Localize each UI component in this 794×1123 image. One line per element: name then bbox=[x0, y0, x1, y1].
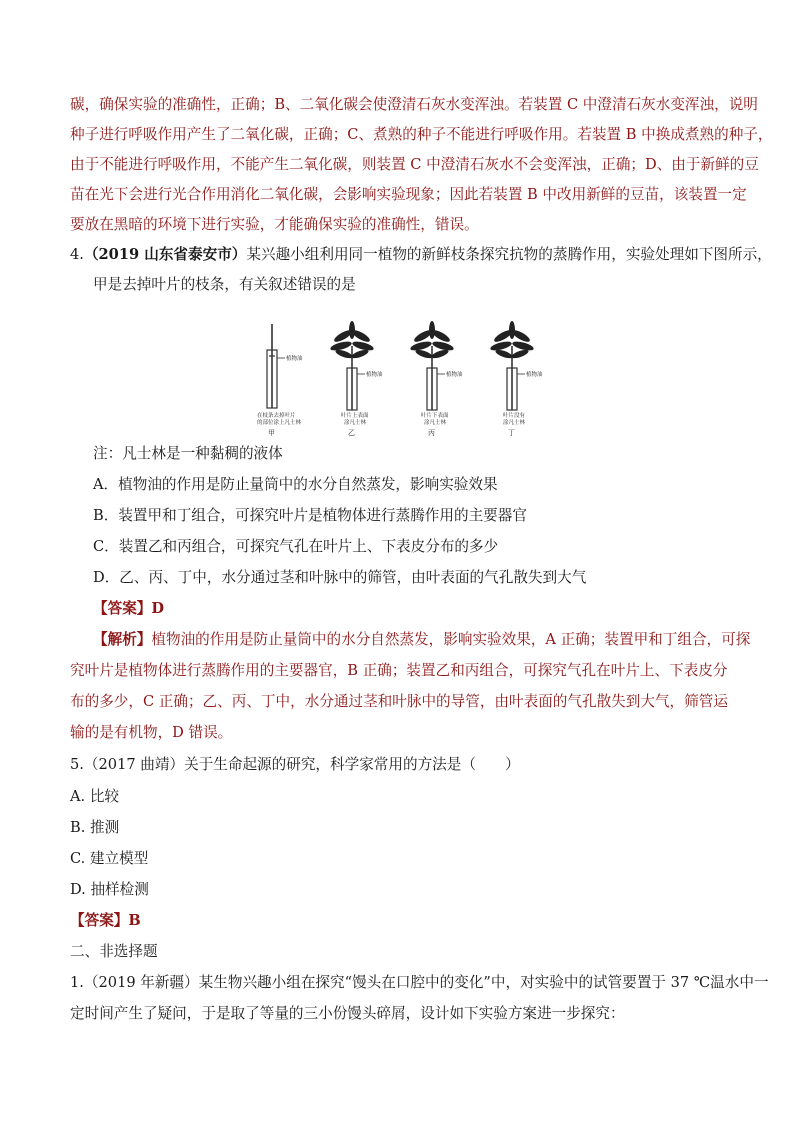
explanation-line: 由于不能进行呼吸作用，不能产生二氧化碳，则装置 C 中澄清石灰水不会变浑浊，正确；D、由于新鲜的豆 bbox=[70, 156, 759, 173]
note-jia: 的部位涂上凡士林 bbox=[257, 420, 302, 426]
explanation-line bbox=[93, 630, 753, 650]
oil-label: 植物油 bbox=[446, 372, 463, 378]
answer-label: 【答案】 bbox=[70, 912, 129, 929]
section-title: 二、非选择题 bbox=[70, 943, 158, 960]
non-choice-q1-cont: 定时间产生了疑问，于是取了等量的三小份馒头碎屑，设计如下实验方案进一步探究： bbox=[70, 1005, 625, 1022]
option-d: D. 抽样检测 bbox=[70, 881, 149, 898]
option-b: B. 推测 bbox=[70, 819, 120, 836]
question-number: 4. bbox=[70, 246, 84, 263]
option-a: A．植物油的作用是防止量筒中的水分自然蒸发，影响实验效果 bbox=[93, 476, 498, 493]
explain-label: 【解析】 bbox=[93, 631, 152, 648]
label-bing: 丙 bbox=[428, 429, 435, 436]
oil-label: 植物油 bbox=[286, 356, 303, 362]
label-yi: 乙 bbox=[348, 429, 355, 436]
note-bing: 叶片下表面 bbox=[421, 413, 449, 419]
explanation-line: 究叶片是植物体进行蒸腾作用的主要器官，B 正确；装置乙和丙组合，可探究气孔在叶片上、下表皮分 bbox=[70, 662, 728, 679]
explanation-line: 苗在光下会进行光合作用消化二氧化碳，会影响实验现象；因此若装置 B 中改用新鲜的豆苗，该装置一定 bbox=[70, 186, 747, 203]
option-c: C．装置乙和丙组合，可探究气孔在叶片上、下表皮分布的多少 bbox=[93, 538, 499, 555]
question-5-stem: 5.（2017 曲靖）关于生命起源的研究，科学家常用的方法是（ ） bbox=[70, 756, 520, 773]
explanation-line: 布的多少，C 正确；乙、丙、丁中，水分通过茎和叶脉中的导管，由叶表面的气孔散失到大气，筛管运 bbox=[70, 693, 728, 710]
explanation-line: 种子进行呼吸作用产生了二氧化碳，正确；C、煮熟的种子不能进行呼吸作用。若装置 B 中换成煮熟的种子， bbox=[70, 126, 773, 143]
explanation-line: 碳，确保实验的准确性，正确；B、二氧化碳会使澄清石灰水变浑浊。若装置 C 中澄清石灰水变浑浊，说明 bbox=[70, 96, 758, 113]
label-ding: 丁 bbox=[508, 429, 515, 436]
answer-value: D bbox=[151, 600, 165, 617]
experiment-figure bbox=[255, 318, 555, 436]
question-stem: 某兴趣小组利用同一植物的新鲜枝条探究抗物的蒸腾作用，实验处理如下图所示， bbox=[246, 246, 772, 263]
question-4-stem bbox=[70, 245, 772, 265]
option-a: A. 比较 bbox=[70, 788, 120, 805]
question-source: （2019 山东省泰安市） bbox=[83, 246, 247, 263]
note-ding: 涂凡士林 bbox=[503, 420, 526, 426]
explanation-line: 要放在黑暗的环境下进行实验，才能确保实验的准确性，错误。 bbox=[70, 216, 479, 233]
option-b: B．装置甲和丁组合，可探究叶片是植物体进行蒸腾作用的主要器官 bbox=[93, 507, 527, 524]
answer-value: B bbox=[128, 912, 141, 929]
question-4-stem-cont: 甲是去掉叶片的枝条，有关叙述错误的是 bbox=[93, 276, 356, 293]
answer bbox=[93, 599, 753, 619]
note-yi: 涂凡士林 bbox=[344, 420, 367, 426]
label-jia: 甲 bbox=[268, 429, 275, 436]
option-d: D．乙、丙、丁中，水分通过茎和叶脉中的筛管，由叶表面的气孔散失到大气 bbox=[93, 569, 587, 586]
note-jia: 在枝条去掉叶片 bbox=[257, 413, 296, 419]
oil-label: 植物油 bbox=[526, 372, 543, 378]
figure-note: 注：凡士林是一种黏稠的液体 bbox=[93, 445, 283, 462]
note-yi: 叶片上表面 bbox=[341, 413, 369, 419]
note-bing: 涂凡士林 bbox=[424, 420, 447, 426]
explanation-line: 输的是有机物，D 错误。 bbox=[70, 724, 233, 741]
note-ding: 叶片没有 bbox=[503, 413, 526, 419]
explain-text: 植物油的作用是防止量筒中的水分自然蒸发，影响实验效果，A 正确；装置甲和丁组合，可探 bbox=[151, 631, 751, 648]
option-c: C. 建立模型 bbox=[70, 850, 149, 867]
answer bbox=[70, 911, 730, 931]
non-choice-q1: 1.（2019 年新疆）某生物兴趣小组在探究“馒头在口腔中的变化”中，对实验中的试管要置于 37 ℃温水中一 bbox=[70, 974, 769, 991]
oil-label: 植物油 bbox=[366, 372, 383, 378]
answer-label: 【答案】 bbox=[93, 600, 152, 617]
